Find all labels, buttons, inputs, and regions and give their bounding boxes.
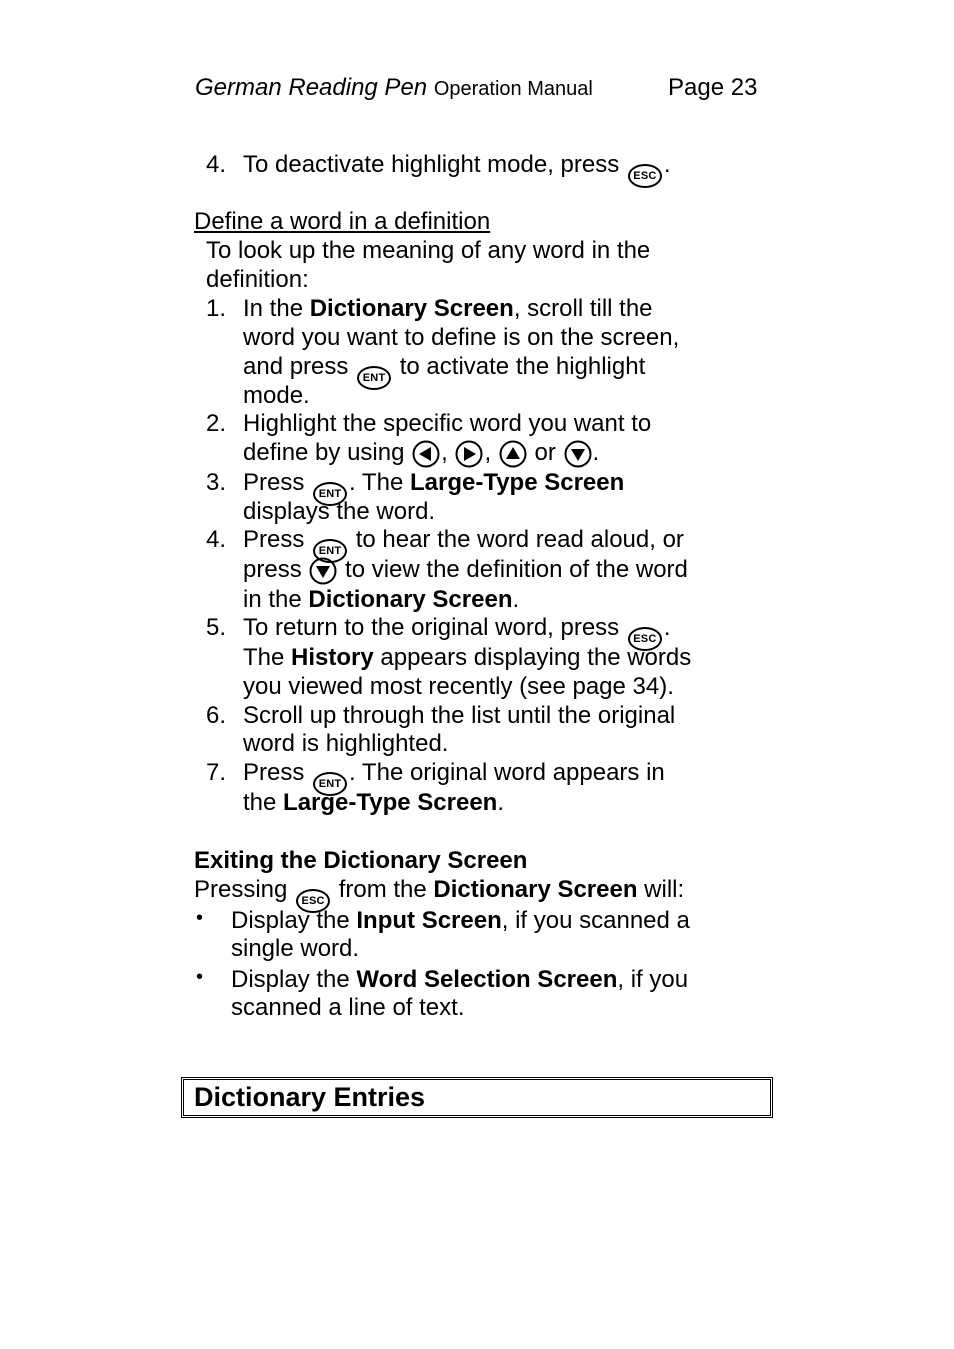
esc-key-icon: ESC — [628, 627, 662, 651]
step-number: 6. — [206, 702, 227, 729]
define-step-5 — [206, 613, 671, 645]
define-intro-1: To look up the meaning of any word in the — [206, 237, 651, 264]
step-text: appears displaying the words — [373, 644, 692, 671]
step-bold: Input Screen — [356, 907, 502, 934]
left-arrow-icon — [412, 440, 440, 468]
define-step-1 — [206, 294, 653, 323]
define-intro-2: definition: — [206, 266, 309, 293]
punct: . — [663, 614, 671, 641]
step-text: Display the — [231, 907, 357, 934]
step-text: The — [243, 644, 292, 671]
step-text: Pressing — [194, 876, 288, 903]
bullet-dot: • — [196, 966, 204, 988]
define-step-4 — [206, 525, 684, 557]
step-text: to activate the highlight — [399, 353, 646, 380]
step-number: 1. — [206, 295, 227, 322]
esc-key-icon: ESC — [296, 889, 330, 913]
exit-bullet-2 — [231, 965, 688, 994]
exit-bullet-1-line-2: single word. — [231, 935, 360, 962]
step-text: in the — [243, 586, 309, 613]
step-text: , if you — [617, 966, 689, 993]
exit-bullet-2-line-2: scanned a line of text. — [231, 994, 465, 1021]
step-text: In the — [243, 295, 310, 322]
step-text: . The — [349, 469, 410, 496]
step-text: or — [534, 439, 556, 466]
step-bold: Large-Type Screen — [409, 469, 625, 496]
step-text: . The original word appears in — [349, 759, 665, 786]
define-step-5-line-2 — [243, 643, 691, 672]
step-bold: Word Selection Screen — [356, 966, 618, 993]
define-step-1-line-4: mode. — [243, 382, 310, 409]
step-text: Highlight the specific word you want to — [243, 410, 652, 437]
define-heading: Define a word in a definition — [194, 208, 491, 235]
define-step-6-line-2: word is highlighted. — [243, 730, 449, 757]
step-text: define by using — [243, 439, 405, 466]
step-text: Display the — [231, 966, 357, 993]
punct: . — [592, 439, 600, 466]
step-text: To deactivate highlight mode, press — [243, 151, 620, 178]
define-step-4-line-3 — [243, 585, 519, 614]
exit-heading: Exiting the Dictionary Screen — [194, 847, 528, 874]
exit-bullet-1 — [231, 906, 690, 935]
manual-title-sub: Operation Manual — [433, 78, 593, 100]
step-text: to view the definition of the word — [345, 556, 688, 583]
punct: , — [441, 439, 448, 466]
punct: , — [484, 439, 492, 466]
step-text: Press — [243, 759, 305, 786]
down-arrow-icon — [309, 557, 337, 585]
step-bold: Dictionary Screen — [433, 876, 638, 903]
ent-key-icon: ENT — [313, 772, 347, 796]
define-step-6 — [206, 701, 676, 730]
up-arrow-icon — [499, 440, 527, 468]
step-number: 7. — [206, 759, 227, 786]
punct: . — [663, 151, 671, 178]
step-text: from the — [338, 876, 434, 903]
down-arrow-icon — [564, 440, 592, 468]
step-number: 5. — [206, 614, 227, 641]
step-text: will: — [637, 876, 685, 903]
bullet-dot: • — [196, 907, 204, 929]
define-step-3-line-2: displays the word. — [243, 498, 436, 525]
step-number: 4. — [206, 526, 227, 553]
step-text: Press — [243, 526, 305, 553]
define-step-7-line-2 — [243, 788, 504, 817]
define-step-2 — [206, 409, 652, 438]
step-text: the — [243, 789, 284, 816]
define-step-3 — [206, 468, 625, 500]
define-step-1-line-2: word you want to define is on the screen, — [243, 324, 680, 351]
manual-title — [195, 74, 593, 102]
esc-key-icon: ESC — [628, 164, 662, 188]
ent-key-icon: ENT — [357, 366, 391, 390]
step-bold: Dictionary Screen — [309, 295, 514, 322]
define-step-2-line-2 — [243, 438, 599, 468]
step-number: 3. — [206, 469, 227, 496]
section-title: Dictionary Entries — [194, 1082, 426, 1112]
manual-title-main: German Reading Pen — [195, 74, 428, 101]
right-arrow-icon — [455, 440, 483, 468]
step-number: 4. — [206, 151, 227, 178]
prev-step-4 — [206, 150, 671, 182]
page-number: Page 23 — [668, 74, 758, 101]
step-text: press — [243, 556, 302, 583]
define-step-7 — [206, 758, 665, 790]
step-text: Scroll up through the list until the original — [243, 702, 676, 729]
define-step-4-line-2 — [243, 555, 688, 585]
step-text: , scroll till the — [513, 295, 653, 322]
step-bold: History — [291, 644, 374, 671]
ent-key-icon: ENT — [313, 482, 347, 506]
step-bold: Large-Type Screen — [283, 789, 498, 816]
step-text: To return to the original word, press — [243, 614, 620, 641]
step-text: and press — [243, 353, 349, 380]
step-text: to hear the word read aloud, or — [355, 526, 684, 553]
define-step-5-line-3: you viewed most recently (see page 34). — [243, 673, 674, 700]
ent-key-icon: ENT — [313, 539, 347, 563]
step-text: Press — [243, 469, 305, 496]
punct: . — [512, 586, 520, 613]
step-text: , if you scanned a — [501, 907, 690, 934]
step-bold: Dictionary Screen — [308, 586, 513, 613]
punct: . — [497, 789, 505, 816]
step-number: 2. — [206, 410, 227, 437]
